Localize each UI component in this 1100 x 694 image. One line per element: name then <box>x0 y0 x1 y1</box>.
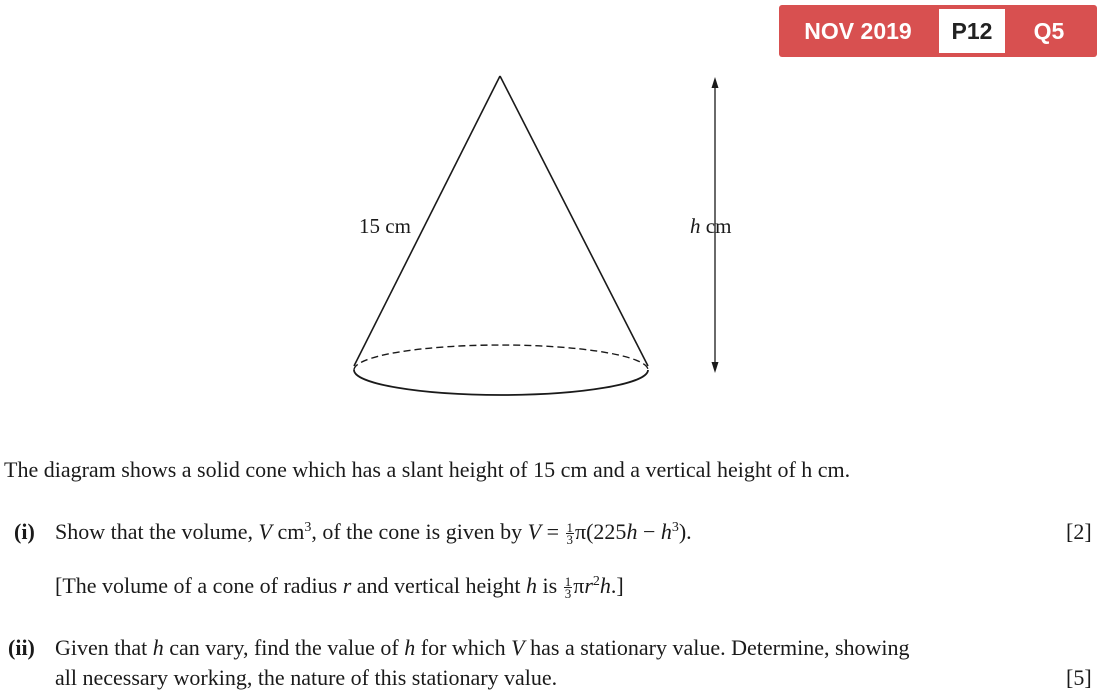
part-ii-line-1: Given that h can vary, find the value of h for which V has a stationary value. Determine, showing <box>55 635 910 660</box>
paper-label: P12 <box>939 9 1005 53</box>
session-label: NOV 2019 <box>804 17 912 44</box>
volume-formula-hint: [The volume of a cone of radius r and vertical height h is $\frac{1}{3}$ $\pi r^2h$.] <box>55 573 624 601</box>
part-ii-label: (ii) <box>8 635 35 660</box>
part-i-text: Show that the volume, V $cm^3$, of the cone is given by V = $\frac{1}{3}$ $\pi(225h - h^3)$. <box>55 519 692 547</box>
cone-right-slant <box>500 76 648 366</box>
cone-base-front-edge <box>354 370 648 395</box>
part-i-marks: [2] <box>1066 519 1092 544</box>
height-arrow-bottom-head <box>712 362 719 373</box>
part-ii-marks: [5] <box>1066 665 1092 690</box>
part-i-label: (i) <box>14 519 35 544</box>
slant-height-label: 15 cm <box>359 214 411 238</box>
height-arrow-top-head <box>712 77 719 88</box>
cone-base-hidden-edge <box>354 345 648 370</box>
question-number-label: Q5 <box>1033 17 1065 44</box>
question-intro: The diagram shows a solid cone which has a slant height of 15 cm and a vertical height of h cm. <box>4 457 851 482</box>
part-ii-line-2: all necessary working, the nature of this stationary value. <box>55 665 558 690</box>
vertical-height-label: h cm <box>690 214 732 238</box>
